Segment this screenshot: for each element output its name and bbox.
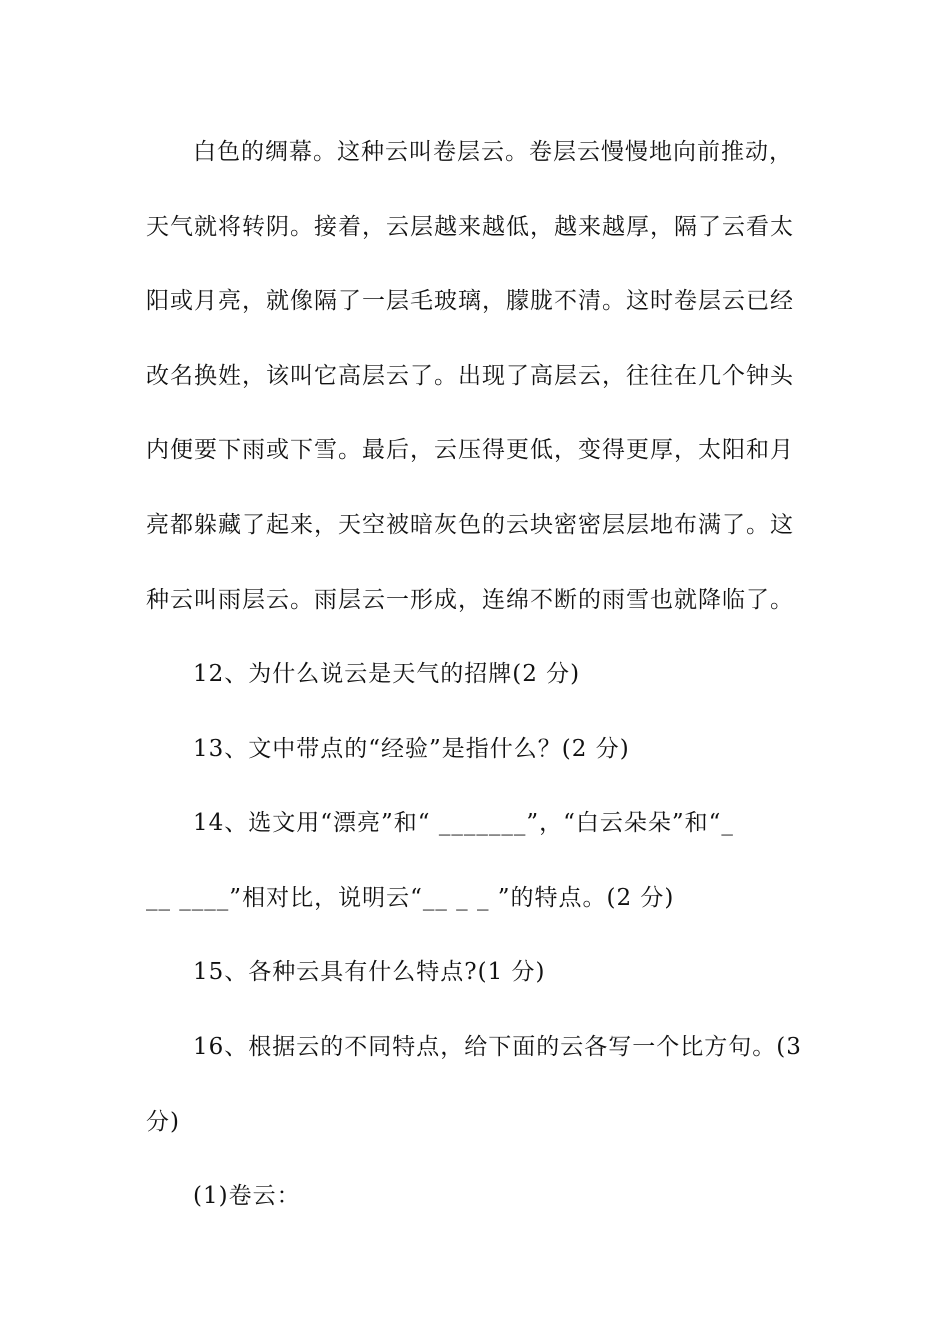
question-14: 14、选文用“漂亮”和“ _______”，“白云朵朵”和“_: [193, 810, 734, 836]
question-13: 13、文中带点的“经验”是指什么？(2 分): [193, 736, 630, 762]
passage-line: 改名换姓，该叫它高层云了。出现了高层云，往往在几个钟头: [146, 363, 794, 389]
passage-line: 白色的绸幕。这种云叫卷层云。卷层云慢慢地向前推动，: [193, 139, 793, 165]
passage-line: 天气就将转阴。接着，云层越来越低，越来越厚，隔了云看太: [146, 214, 794, 240]
passage-line: 亮都躲藏了起来，天空被暗灰色的云块密密层层地布满了。这: [146, 512, 794, 538]
question-15: 15、各种云具有什么特点?(1 分): [193, 959, 546, 985]
passage-line: 内便要下雨或下雪。最后，云压得更低，变得更厚，太阳和月: [146, 437, 794, 463]
passage-line: 阳或月亮，就像隔了一层毛玻璃，朦胧不清。这时卷层云已经: [146, 288, 794, 314]
question-16-continued: 分): [146, 1109, 180, 1135]
question-14-continued: __ ____”相对比，说明云“__ _ _ ”的特点。(2 分): [146, 885, 675, 911]
question-16: 16、根据云的不同特点，给下面的云各写一个比方句。(3: [193, 1034, 802, 1060]
passage-line: 种云叫雨层云。雨层云一形成，连绵不断的雨雪也就降临了。: [146, 587, 794, 613]
question-16-item-1: (1)卷云：: [193, 1183, 301, 1209]
question-12: 12、为什么说云是天气的招牌(2 分): [193, 661, 581, 687]
